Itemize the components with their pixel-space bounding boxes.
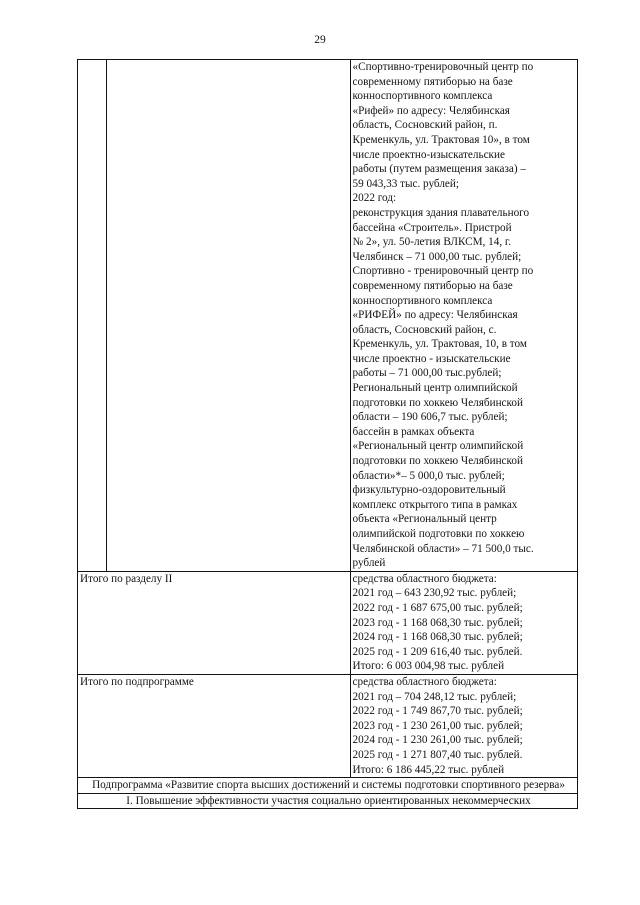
text-line: бассейн в рамках объекта (352, 425, 475, 438)
text-line: реконструкция здания плавательного (352, 206, 530, 219)
text-line: числе проектно-изыскательские (352, 148, 505, 161)
text-line: олимпийской подготовки по хоккею (352, 528, 525, 540)
text-line: область, Сосновский район, с. (352, 323, 497, 336)
section-total-values (350, 571, 577, 674)
cell-description (107, 60, 350, 572)
text-line: работы – 71 000,00 тыс.рублей; (352, 367, 502, 380)
text-line: область, Сосновский район, п. (352, 119, 498, 132)
text-line: «Рифей» по адресу: Челябинская (352, 104, 510, 117)
text-line: 2021 год – 643 230,92 тыс. рублей; (352, 587, 517, 600)
table-row-subprogram-heading (78, 778, 578, 794)
text-line: бассейна «Строитель». Пристрой (352, 221, 512, 234)
text-line: области – 190 606,7 тыс. рублей; (352, 411, 508, 424)
text-line: 2022 год: (352, 192, 397, 205)
table-row-continuation (78, 60, 578, 572)
text-line: Итого: 6 003 004,98 тыс. рублей (352, 660, 505, 673)
text-line: Спортивно - тренировочный центр по (352, 265, 534, 278)
subprogram-heading: Подпрограмма «Развитие спорта высших достижений и системы подготовки спортивного резерва» (78, 778, 578, 794)
text-line: «Спортивно-тренировочный центр по (352, 61, 534, 73)
text-line: 2024 год - 1 168 068,30 тыс. рублей; (352, 631, 523, 644)
text-line: 2021 год – 704 248,12 тыс. рублей; (352, 690, 517, 703)
page-number: 29 (314, 34, 326, 46)
text-line: объекта «Региональный центр (352, 513, 497, 526)
text-line: 2025 год - 1 209 616,40 тыс. рублей. (352, 645, 523, 658)
text-line: подготовки по хоккею Челябинской (352, 455, 523, 468)
text-line: конноспортивного комплекса (352, 294, 493, 307)
text-line: 2025 год - 1 271 807,40 тыс. рублей. (352, 748, 523, 761)
text-line: средства областного бюджета: (352, 572, 497, 585)
cell-number (78, 60, 107, 572)
program-table (77, 59, 578, 809)
text-line: Кременкуль, ул. Трактовая 10», в том (352, 133, 530, 146)
text-line: физкультурно-оздоровительный (352, 484, 506, 497)
text-line: 2023 год - 1 168 068,30 тыс. рублей; (352, 616, 523, 629)
text-line: 2024 год - 1 230 261,00 тыс. рублей; (352, 734, 523, 747)
text-line: современному пятиборью на базе (352, 75, 513, 88)
text-line: 2023 год - 1 230 261,00 тыс. рублей; (352, 719, 523, 732)
section-heading: I. Повышение эффективности участия социально ориентированных некоммерческих (78, 793, 578, 809)
subprogram-total-label: Итого по подпрограмме (78, 674, 351, 777)
subprogram-total-values (350, 674, 577, 777)
table-row-section-heading (78, 793, 578, 809)
text-line: конноспортивного комплекса (352, 90, 493, 103)
text-line: работы (путем размещения заказа) – (352, 163, 526, 176)
text-line: 59 043,33 тыс. рублей; (352, 177, 459, 190)
table-row-section-total (78, 571, 578, 674)
cell-funding-details (350, 60, 577, 572)
text-line: «Региональный центр олимпийской (352, 440, 524, 453)
text-line: комплекс открытого типа в рамках (352, 498, 518, 511)
text-line: современному пятиборью на базе (352, 279, 513, 292)
table-row-subprogram-total (78, 674, 578, 777)
text-line: 2022 год - 1 749 867,70 тыс. рублей; (352, 705, 523, 718)
text-line: подготовки по хоккею Челябинской (352, 396, 523, 409)
text-line: № 2», ул. 50-летия ВЛКСМ, 14, г. (352, 236, 512, 249)
text-line: Итого: 6 186 445,22 тыс. рублей (352, 763, 505, 776)
text-line: 2022 год - 1 687 675,00 тыс. рублей; (352, 601, 523, 614)
text-line: области»*– 5 000,0 тыс. рублей; (352, 469, 505, 482)
text-line: Челябинск – 71 000,00 тыс. рублей; (352, 250, 522, 263)
text-line: средства областного бюджета: (352, 675, 497, 688)
text-line: Кременкуль, ул. Трактовая, 10, в том (352, 338, 528, 351)
text-line: числе проектно - изыскательские (352, 352, 511, 365)
text-line: «РИФЕЙ» по адресу: Челябинская (352, 309, 518, 322)
text-line: Региональный центр олимпийской (352, 382, 518, 395)
text-line: Челябинской области» – 71 500,0 тыс. (352, 542, 534, 555)
section-total-label: Итого по разделу II (78, 571, 351, 674)
text-line: рублей (352, 557, 386, 570)
